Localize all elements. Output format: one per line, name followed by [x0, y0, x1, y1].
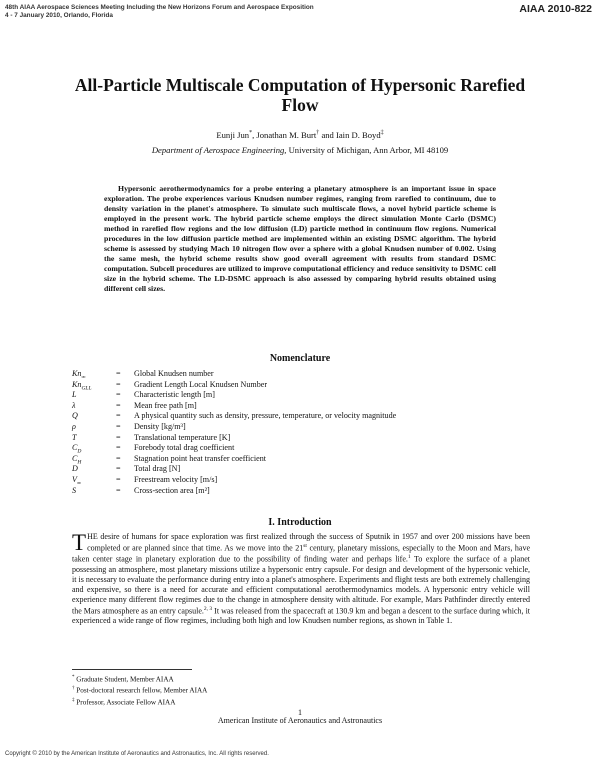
footnote-text: Professor, Associate Fellow AIAA	[74, 698, 176, 707]
nomenclature-description: Forebody total drag coefficient	[134, 443, 235, 453]
nomenclature-row	[72, 454, 396, 465]
equals-sign: =	[116, 411, 121, 421]
symbol-main: V	[72, 474, 77, 484]
nomenclature-symbol	[72, 464, 116, 475]
nomenclature-description: Characteristic length [m]	[134, 390, 215, 400]
footnote-mark: †	[72, 686, 75, 692]
nomenclature-description: Density [kg/m³]	[134, 421, 186, 431]
author-list	[50, 130, 550, 140]
intro-text-2: century, planetary missions, especially to the Moon and Mars, have taken center stage in planetary exploration due to the possibility of finding water and perhaps life.	[72, 543, 530, 565]
symbol-main: Kn	[72, 379, 82, 389]
intro-text-1: HE desire of humans for space exploration was first realized through the success of Sputnik in 1957 and over 200 missions have been completed or are planned since that time. As we move into the 21	[87, 532, 530, 553]
nomenclature-row	[72, 486, 396, 497]
equals-sign: =	[116, 474, 121, 484]
equals-sign: =	[116, 421, 121, 431]
nomenclature-description: A physical quantity such as density, pressure, temperature, or velocity magnitude	[134, 411, 397, 421]
publisher-name: American Institute of Aeronautics and Astronautics	[217, 716, 383, 725]
nomenclature-heading: Nomenclature	[269, 353, 331, 364]
footnote-divider	[72, 669, 192, 670]
paper-title	[50, 75, 550, 115]
affiliation	[50, 145, 550, 155]
footnotes	[72, 673, 207, 707]
equals-sign: =	[116, 443, 121, 453]
page-number: 1	[298, 708, 302, 717]
symbol-main: Kn	[72, 369, 82, 378]
nomenclature-row	[72, 411, 396, 422]
nomenclature-row	[72, 464, 396, 475]
footnote-mark: ‡	[72, 697, 75, 703]
affiliation-department: Department of Aerospace Engineering,	[151, 145, 287, 155]
symbol-subscript: ∞	[76, 480, 81, 487]
symbol-main: S	[72, 485, 77, 495]
symbol-main: ρ	[72, 421, 76, 431]
nomenclature-description: Freestream velocity [m/s]	[134, 474, 218, 484]
nomenclature-description: Mean free path [m]	[134, 400, 197, 410]
nomenclature-description: Cross-section area [m²]	[134, 485, 210, 495]
nomenclature-symbol	[72, 411, 116, 422]
equals-sign: =	[116, 390, 121, 400]
title-line-1: All-Particle Multiscale Computation of Hypersonic Rarefied	[74, 75, 526, 95]
affiliation-university: University of Michigan, Ann Arbor, MI 48109	[286, 145, 449, 155]
nomenclature-list	[72, 369, 396, 496]
symbol-subscript: GLL	[81, 385, 92, 392]
equals-sign: =	[116, 453, 121, 463]
nomenclature-symbol	[72, 486, 116, 497]
nomenclature-symbol	[72, 433, 116, 444]
nomenclature-description: Global Knudsen number	[134, 369, 214, 378]
nomenclature-symbol	[72, 422, 116, 433]
symbol-subscript: ∞	[81, 374, 86, 381]
footnote-item	[72, 684, 207, 695]
nomenclature-row	[72, 390, 396, 401]
footnote-item	[72, 673, 207, 684]
nomenclature-row	[72, 443, 396, 454]
nomenclature-row	[72, 380, 396, 391]
conference-header	[5, 4, 314, 20]
symbol-subscript: H	[77, 459, 82, 466]
nomenclature-row	[72, 433, 396, 444]
footnote-mark: *	[72, 675, 75, 680]
author-1: Eunji Jun	[216, 130, 250, 140]
author-3: and Iain D. Boyd	[319, 130, 381, 140]
title-line-2: Flow	[281, 95, 319, 115]
conference-date-location: 4 - 7 January 2010, Orlando, Florida	[5, 12, 113, 19]
conference-name: 48th AIAA Aerospace Sciences Meeting Including the New Horizons Forum and Aerospace Exposition	[5, 4, 314, 11]
nomenclature-description: Gradient Length Local Knudsen Number	[134, 379, 268, 389]
symbol-main: D	[72, 464, 78, 474]
nomenclature-description: Stagnation point heat transfer coefficient	[134, 453, 267, 463]
symbol-main: C	[72, 443, 78, 453]
equals-sign: =	[116, 369, 121, 378]
symbol-main: Q	[72, 411, 78, 421]
author-3-mark: ‡	[380, 130, 384, 137]
nomenclature-row	[72, 401, 396, 412]
introduction-paragraph	[72, 532, 530, 626]
nomenclature-row	[72, 422, 396, 433]
footnote-text: Graduate Student, Member AIAA	[74, 675, 174, 684]
copyright-notice: Copyright © 2010 by the American Institute of Aeronautics and Astronautics, Inc. All rights reserved.	[5, 751, 269, 757]
equals-sign: =	[116, 379, 121, 389]
intro-sup-3: 2, 3	[203, 605, 213, 612]
nomenclature-description: Translational temperature [K]	[134, 432, 231, 442]
nomenclature-symbol	[72, 401, 116, 412]
footnote-text: Post-doctoral research fellow, Member AIAA	[74, 686, 208, 695]
intro-sup-2: 1	[407, 554, 411, 561]
drop-cap: T	[72, 530, 87, 555]
equals-sign: =	[116, 464, 121, 474]
intro-text-4: It was released from the spacecraft at 130.9 km and began a descent to the surface during which, it experienced a wide range of flow regimes, including both high and low Knudsen number regions, as shown in Table 1.	[72, 606, 531, 626]
author-2: , Jonathan M. Burt	[252, 130, 317, 140]
intro-text-3: To explore the surface of a planet possessing an atmosphere, most planetary missions utilize a hypersonic entry capsule. For design and development of the hypersonic vehicle, it is necessary to evaluate the performance during entry into a planet's atmosphere. Experiments and flight tests are both extremely challenging and expensive, so there is a need for accurate and efficient computational aerothermodynamics models. A hypersonic entry vehicle will experience many different flow regimes due to the change in atmosphere density with altitude. For example, Mars Pathfinder directly entered the Mars atmosphere as an entry capsule.	[72, 555, 530, 616]
paper-id: AIAA 2010-822	[519, 3, 592, 15]
nomenclature-row	[72, 369, 396, 380]
nomenclature-description: Total drag [N]	[134, 464, 181, 474]
equals-sign: =	[116, 432, 121, 442]
footnote-item	[72, 696, 207, 707]
symbol-main: λ	[72, 400, 76, 410]
introduction-heading: I. Introduction	[268, 517, 332, 528]
equals-sign: =	[116, 485, 121, 495]
nomenclature-row	[72, 475, 396, 486]
equals-sign: =	[116, 400, 121, 410]
nomenclature-symbol	[72, 390, 116, 401]
author-2-mark: †	[316, 130, 320, 137]
abstract: Hypersonic aerothermodynamics for a probe entering a planetary atmosphere is an important issue in space exploration. The probe experiences various Knudsen number regimes, ranging from rarefied to continuum, due to density variation in the planet's atmosphere. To simulate such multiscale flows, a novel hybrid particle scheme is employed in the present work. The hybrid particle scheme employs the direct simulation Monte Carlo (DSMC) method in rarefied flow regions and the low diffusion (LD) particle method in continuum flow regions. Numerical procedures in the low diffusion particle method are implemented within an existing DSMC algorithm. The hybrid scheme is assessed by studying Mach 10 nitrogen flow over a sphere with a global Knudsen number of 0.002. Using the same mesh, the hybrid scheme results show good overall agreement with results from standard DSMC computation. Subcell procedures are utilized to improve computational efficiency and reduce sensitivity to DSMC cell size in the hybrid scheme. The LD-DSMC approach is also assessed by comparing hybrid results obtained using different cell sizes.	[104, 184, 496, 294]
symbol-subscript: D	[77, 448, 82, 455]
symbol-main: C	[72, 453, 78, 463]
symbol-main: T	[72, 432, 77, 442]
symbol-main: L	[72, 390, 77, 400]
author-1-mark: *	[249, 130, 253, 137]
intro-sup-1: st	[303, 542, 307, 549]
